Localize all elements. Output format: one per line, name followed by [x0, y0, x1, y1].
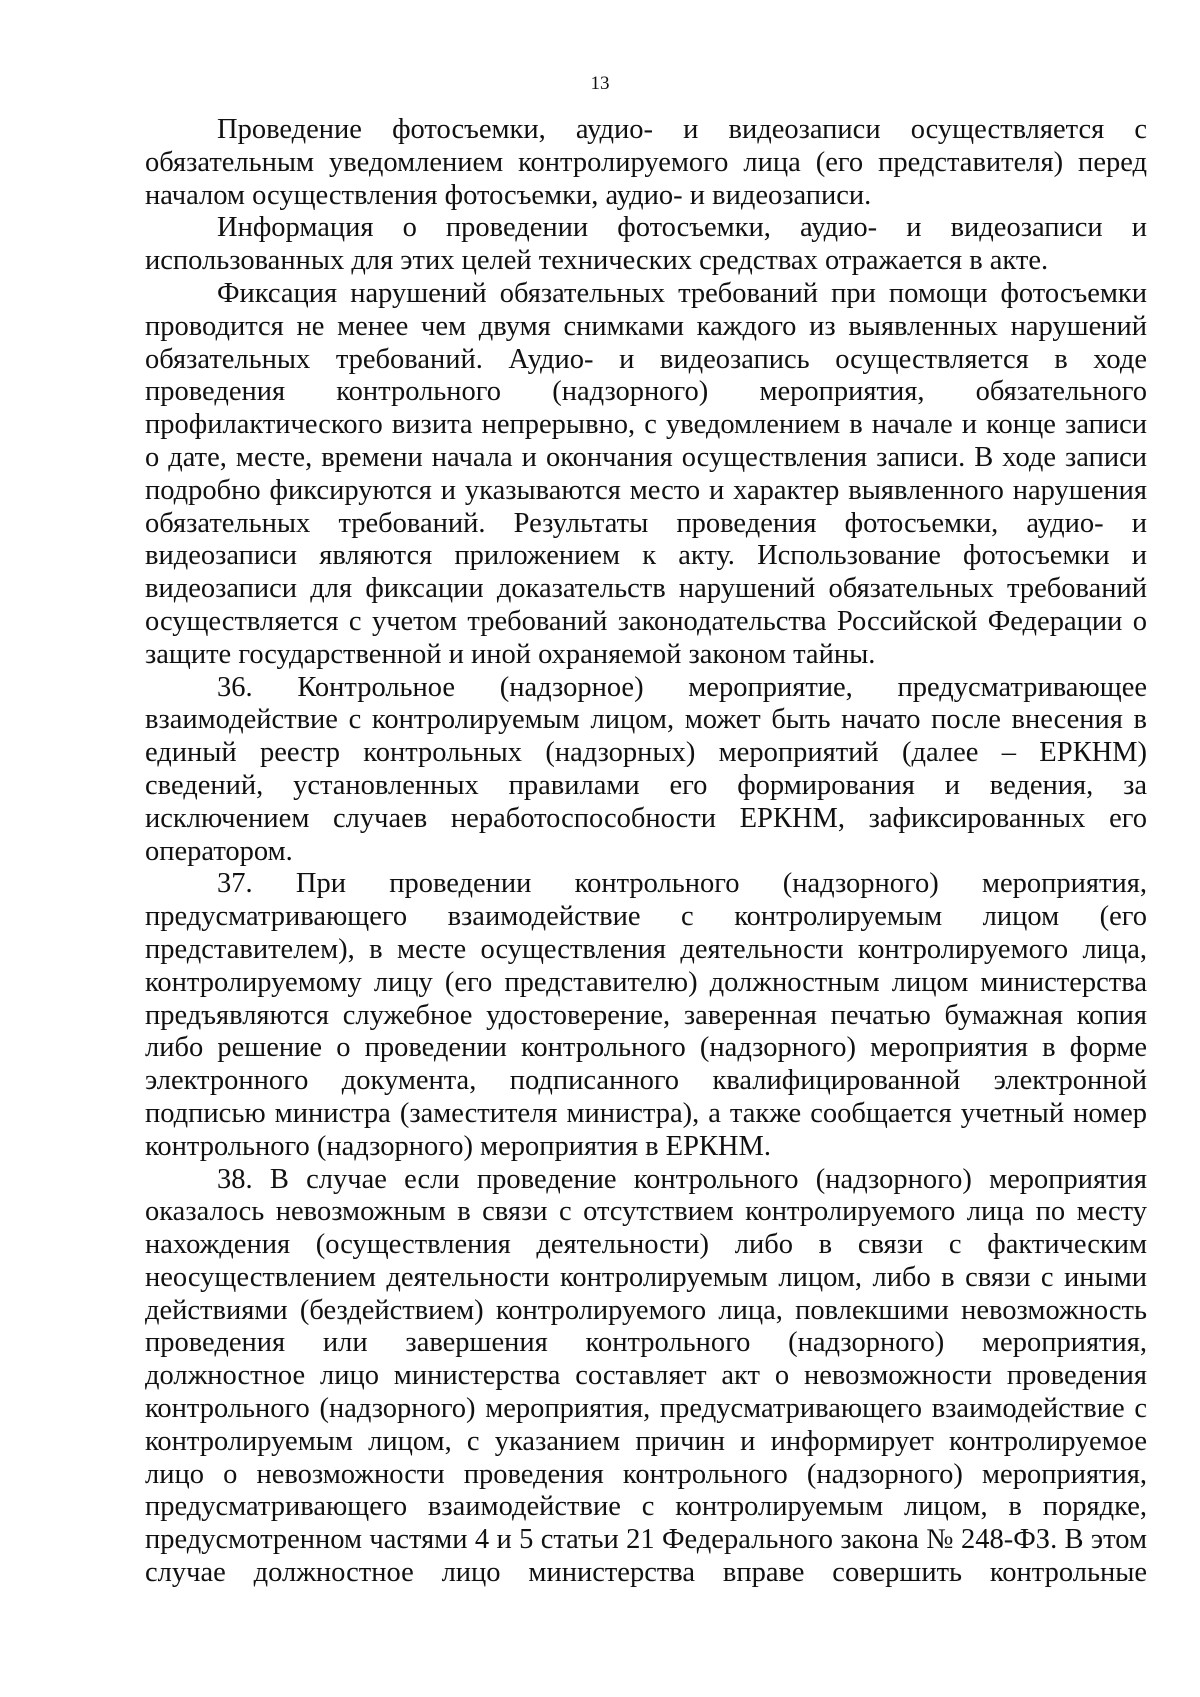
paragraph-37: 37. При проведении контрольного (надзорного) мероприятия, предусматривающего взаимодействие с контролируемым лицом (его представителем), в месте осуществления деятельности контролируемого лица, контролируемому лицу (его представителю) должностным лицом министерства предъявляются служебное удостоверение, заверенная печатью бумажная копия либо решение о проведении контрольного (надзорного) мероприятия в форме электронного документа, подписанного квалифицированной электронной подписью министра (заместителя министра), а также сообщается учетный номер контрольного (надзорного) мероприятия в ЕРКНМ. — [145, 868, 1147, 1162]
paragraph-violation-fixation: Фиксация нарушений обязательных требований при помощи фотосъемки проводится не менее чем двумя снимками каждого из выявленных нарушений обязательных требований. Аудио- и видеозапись осуществляется в ходе проведения контрольного (надзорного) мероприятия, обязательного профилактического визита непрерывно, с уведомлением в начале и конце записи о дате, месте, времени начала и окончания осуществления записи. В ходе записи подробно фиксируются и указываются место и характер выявленного нарушения обязательных требований. Результаты проведения фотосъемки, аудио- и видеозаписи являются приложением к акту. Использование фотосъемки и видеозаписи для фиксации доказательств нарушений обязательных требований осуществляется с учетом требований законодательства Российской Федерации о защите государственной и иной охраняемой законом тайны. — [145, 277, 1147, 670]
page-number: 13 — [590, 73, 610, 94]
paragraph-36: 36. Контрольное (надзорное) мероприятие, предусматривающее взаимодействие с контролируемым лицом, может быть начато после внесения в единый реестр контрольных (надзорных) мероприятий (далее – ЕРКНМ) сведений, установленных правилами его формирования и ведения, за исключением случаев неработоспособности ЕРКНМ, зафиксированных его оператором. — [145, 671, 1147, 867]
paragraph-38: 38. В случае если проведение контрольного (надзорного) мероприятия оказалось невозможным в связи с отсутствием контролируемого лица по месту нахождения (осуществления деятельности) либо в связи с фактическим неосуществлением деятельности контролируемым лицом, либо в связи с иными действиями (бездействием) контролируемого лица, повлекшими невозможность проведения или завершения контрольного (надзорного) мероприятия, должностное лицо министерства составляет акт о невозможности проведения контрольного (надзорного) мероприятия, предусматривающего взаимодействие с контролируемым лицом, с указанием причин и информирует контролируемое лицо о невозможности проведения контрольного (надзорного) мероприятия, предусматривающего взаимодействие с контролируемым лицом, в порядке, предусмотренном частями 4 и 5 статьи 21 Федерального закона № 248-ФЗ. В этом случае должностное лицо министерства вправе совершить контрольные — [145, 1163, 1147, 1589]
document-body — [145, 114, 1147, 1590]
paragraph-photo-video-notice: Проведение фотосъемки, аудио- и видеозаписи осуществляется с обязательным уведомлением контролируемого лица (его представителя) перед началом осуществления фотосъемки, аудио- и видеозаписи. — [145, 114, 1147, 211]
paragraph-info-in-act: Информация о проведении фотосъемки, аудио- и видеозаписи и использованных для этих целей технических средствах отражается в акте. — [145, 212, 1147, 277]
